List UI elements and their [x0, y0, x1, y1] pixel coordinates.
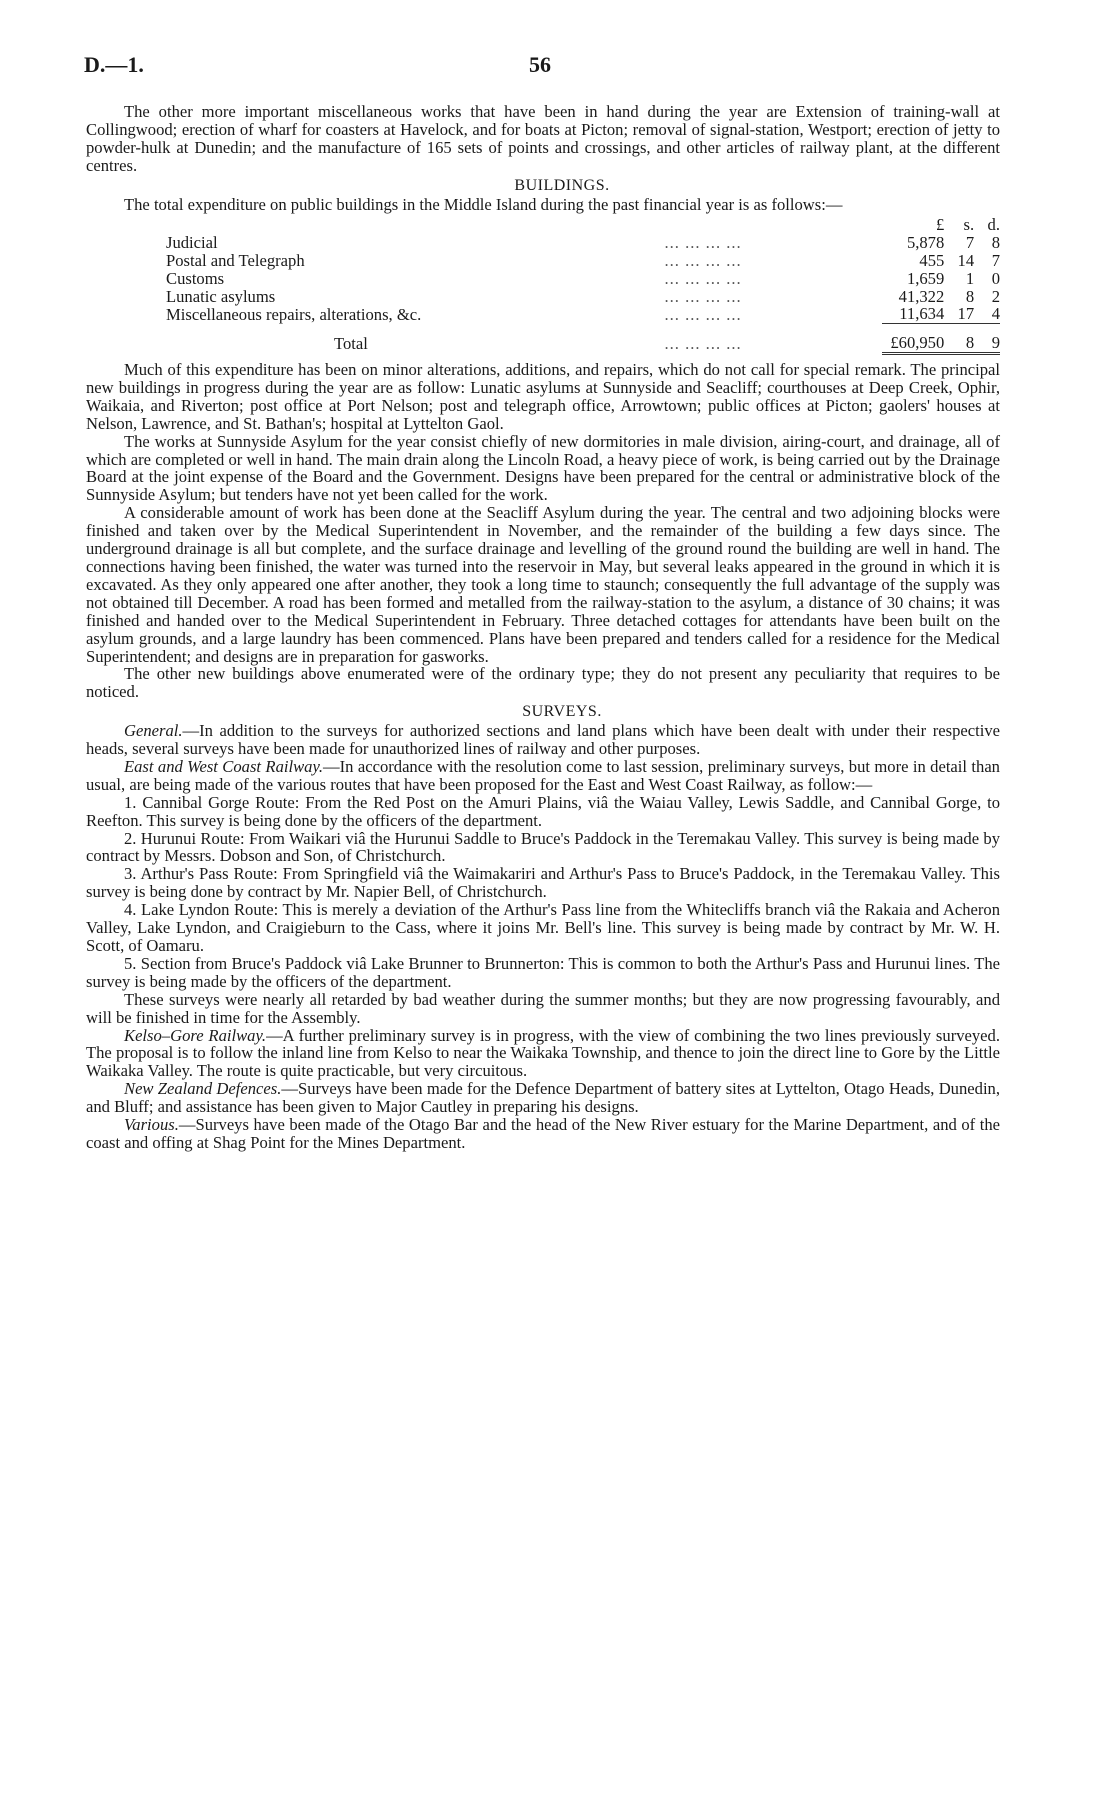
row-pounds: 1,659: [906, 268, 945, 288]
route-paragraph: 2. Hurunui Route: From Waikari viâ the Hurunui Saddle to Bruce's Paddock in the Teremakau Valley. This survey is being made by contract by Messrs. Dobson and Son, of Christchurch.: [86, 828, 1000, 866]
general-label: General.: [124, 721, 183, 741]
buildings-intro: The total expenditure on public buildings in the Middle Island during the past financial year is as follows:—: [124, 194, 843, 214]
leader-dots: ... ... ... ...: [664, 304, 742, 324]
leader-dots: ... ... ... ...: [664, 333, 742, 353]
row-pence: 2: [991, 286, 1000, 306]
row-shillings: 14: [957, 251, 975, 271]
table-row: [166, 234, 1000, 252]
page-header: [84, 52, 1000, 82]
route-paragraph: 1. Cannibal Gorge Route: From the Red Post on the Amuri Plains, viâ the Waiau Valley, Lewis Saddle, and Cannibal Gorge, to Reefton. This survey is being done by the officers of the department.: [86, 792, 1000, 830]
east-west-text: —In accordance with the resolution come to last session, preliminary surveys, but more in detail than usual, are being made of the various routes that have been proposed for the East and West Coast Railway, as follow:—: [86, 756, 1000, 794]
total-pence: 9: [974, 324, 1000, 354]
intro-paragraph: The other more important miscellaneous works that have been in hand during the year are Extension of training-wall at Collingwood; erection of wharf for coasters at Havelock, and for boats at Picton; removal of signal-station, Westport; erection of jetty to powder-hulk at Dunedin; and the manufacture of 165 sets of points and crossings, and other articles of railway plant, at the different centres.: [86, 102, 1000, 175]
route-paragraph: 4. Lake Lyndon Route: This is merely a deviation of the Arthur's Pass line from the Whitecliffs branch viâ the Rakaia and Acheron Valley, Lake Lyndon, and Craigieburn to the Cass, where it joins Mr. Bell's line. This survey is being made by contract by Mr. W. H. Scott, of Oamaru.: [86, 900, 1000, 956]
row-shillings: 1: [965, 268, 975, 288]
row-pence: 8: [991, 233, 1000, 253]
row-pence: 0: [991, 268, 1000, 288]
row-pounds: 11,634: [899, 304, 945, 324]
row-pounds: 41,322: [898, 286, 945, 306]
row-pounds: 5,878: [906, 233, 945, 253]
pence-header: d.: [987, 215, 1000, 235]
kelso-text: —A further preliminary survey is in progress, with the view of combining the two lines previously surveyed. The proposal is to follow the inland line from Kelso to near the Waikaka Township, and thence to join the direct line to Gore by the Little Waikaka Valley. The route is quite practicable, but very circuitous.: [86, 1025, 1000, 1081]
buildings-paragraph: The other new buildings above enumerated were of the ordinary type; they do not present any peculiarity that requires to be noticed.: [86, 664, 1000, 702]
page-body: [86, 103, 1000, 1152]
buildings-heading: BUILDINGS.: [514, 176, 610, 194]
row-pence: 4: [991, 304, 1000, 324]
total-shillings: 8: [944, 324, 974, 354]
total-row: [166, 324, 1000, 354]
leader-dots: ... ... ... ...: [664, 268, 742, 288]
total-pounds: £60,950: [882, 324, 945, 354]
various-label: Various.: [124, 1115, 179, 1135]
defences-text: —Surveys have been made for the Defence Department of battery sites at Lyttelton, Otago Heads, Dunedin, and Bluff; and assistance has been given to Major Cautley in preparing his designs.: [86, 1079, 1000, 1117]
table-row: [166, 252, 1000, 270]
pounds-header: £: [935, 215, 945, 235]
defences-paragraph: [86, 1080, 1000, 1116]
defences-label: New Zealand Defences.: [124, 1079, 282, 1099]
row-label: Postal and Telegraph: [166, 251, 305, 271]
shillings-header: s.: [963, 215, 975, 235]
row-pence: 7: [991, 251, 1000, 271]
buildings-paragraph: The works at Sunnyside Asylum for the year consist chiefly of new dormitories in male division, airing-court, and drainage, all of which are completed or well in hand. The main drain along the Lincoln Road, a heavy piece of work, is being carried out by the Drainage Board at the joint expense of the Board and the Government. Designs have been prepared for the central or administrative block of the Sunnyside Asylum; but tenders have not yet been called for the work.: [86, 431, 1000, 505]
route-paragraph: 5. Section from Bruce's Paddock viâ Lake Brunner to Brunnerton: This is common to both the Arthur's Pass and Hurunui lines. The survey is being made by the officers of the department.: [86, 953, 1000, 991]
route-paragraph: 3. Arthur's Pass Route: From Springfield viâ the Waimakariri and Arthur's Pass to Bruce's Paddock, in the Teremakau Valley. This survey is being done by contract by Mr. Napier Bell, of Christchurch.: [86, 864, 1000, 902]
leader-dots: ... ... ... ...: [664, 251, 742, 271]
kelso-paragraph: [86, 1027, 1000, 1081]
buildings-paragraph: A considerable amount of work has been done at the Seacliff Asylum during the year. The central and two adjoining blocks were finished and taken over by the Medical Superintendent in November, and the remainder of the building a few days since. The underground drainage is all but complete, and the surface drainage and levelling of the ground round the building are well in hand. The connections having been finished, the water was turned into the reservoir in May, but several leaks appeared in the ground in which it is excavated. As they only appeared one after another, they took a long time to staunch; consequently the full advantage of the supply was not obtained till December. A road has been formed and metalled from the railway-station to the asylum, a distance of 30 chains; it was finished and handed over to the Medical Superintendent in February. Three detached cottages for attendants have been built on the asylum grounds, and a large laundry has been commenced. Plans have been prepared and tenders called for a residence for the Medical Superintendent; and designs are in preparation for gasworks.: [86, 503, 1000, 666]
leader-dots: ... ... ... ...: [664, 286, 742, 306]
table-row: [166, 305, 1000, 323]
east-west-paragraph: [86, 758, 1000, 794]
row-pounds: 455: [919, 251, 945, 271]
total-label: Total: [334, 333, 368, 353]
kelso-label: Kelso–Gore Railway.: [124, 1025, 267, 1045]
expenditure-table: [166, 216, 1000, 355]
row-shillings: 8: [965, 286, 975, 306]
row-shillings: 17: [957, 304, 975, 324]
general-paragraph: [86, 722, 1000, 758]
general-text: —In addition to the surveys for authorized sections and land plans which have been dealt with under their respective heads, several surveys have been made for unauthorized lines of railway and other purposes.: [86, 721, 1000, 759]
row-label: Judicial: [166, 233, 218, 253]
document-reference: D.—1.: [84, 52, 144, 77]
surveys-heading: SURVEYS.: [522, 703, 602, 721]
row-label: Customs: [166, 268, 225, 288]
currency-header-row: [166, 216, 1000, 234]
weather-paragraph: These surveys were nearly all retarded by bad weather during the summer months; but they are now progressing favourably, and will be finished in time for the Assembly.: [86, 989, 1000, 1027]
table-row: [166, 270, 1000, 288]
row-shillings: 7: [965, 233, 975, 253]
various-paragraph: [86, 1116, 1000, 1152]
row-label: Miscellaneous repairs, alterations, &c.: [166, 304, 422, 324]
page-number: 56: [529, 52, 551, 77]
various-text: —Surveys have been made of the Otago Bar and the head of the New River estuary for the Marine Department, and of the coast and offing at Shag Point for the Mines Department.: [86, 1115, 1000, 1152]
table-row: [166, 288, 1000, 306]
leader-dots: ... ... ... ...: [664, 233, 742, 253]
east-west-label: East and West Coast Railway.: [124, 756, 324, 776]
buildings-paragraph: Much of this expenditure has been on minor alterations, additions, and repairs, which do not call for special remark. The principal new buildings in progress during the year are as follow: Lunatic asylums at Sunnyside and Seacliff; courthouses at Deep Creek, Ophir, Waikaia, and Riverton; post office at Port Nelson; post and telegraph office, Arrowtown; public offices at Picton; gaolers' houses at Nelson, Lawrence, and St. Bathan's; hospital at Lyttelton Gaol.: [86, 360, 1000, 433]
row-label: Lunatic asylums: [166, 286, 276, 306]
